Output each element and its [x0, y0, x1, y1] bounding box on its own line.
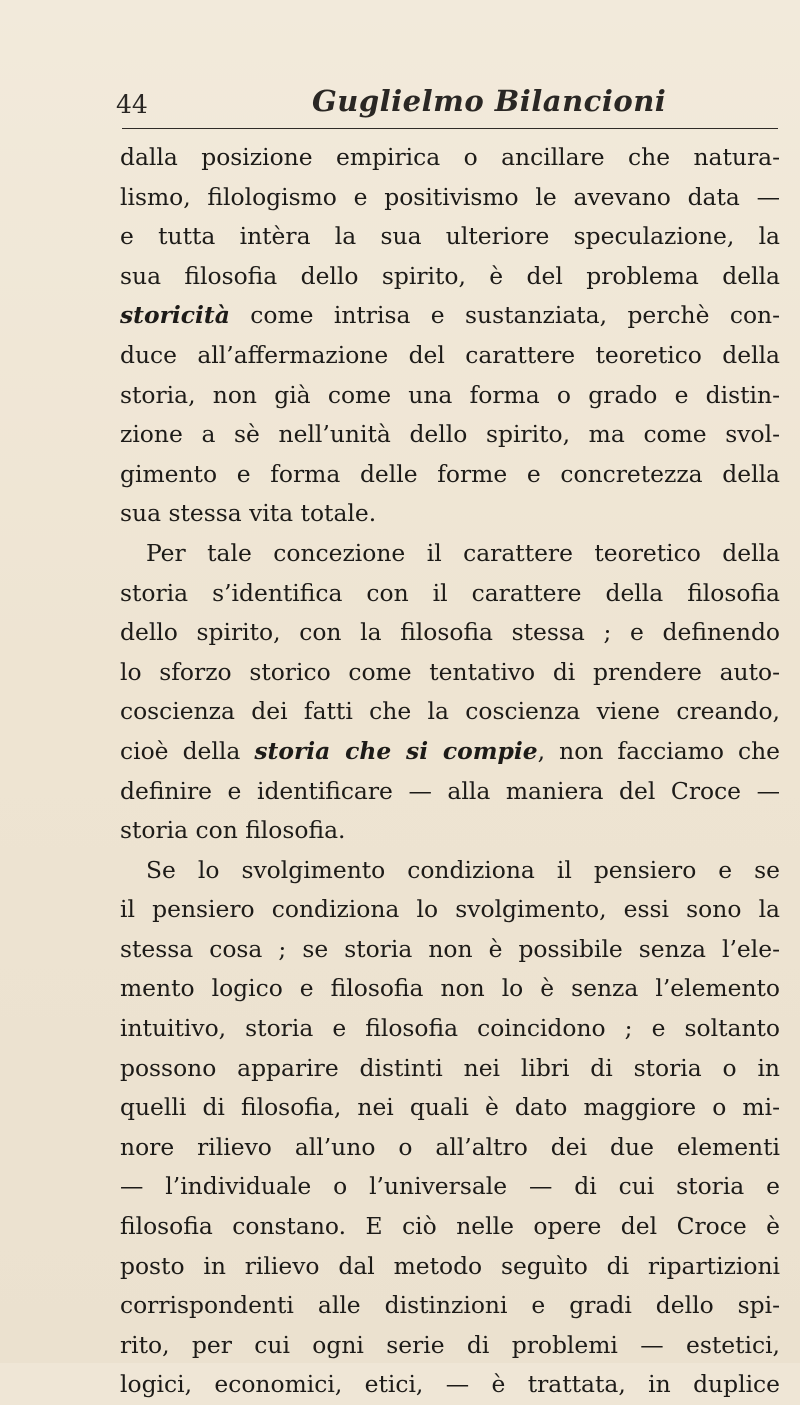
- text-segment: sua stessa vita totale.: [120, 499, 377, 528]
- text-line: [120, 1365, 780, 1405]
- text-segment: logici, economici, etici, — è trattata, in duplice: [120, 1370, 780, 1399]
- text-segment: definire e identificare — alla maniera del Croce —: [120, 776, 780, 805]
- text-line: [120, 178, 780, 218]
- text-line: [120, 415, 780, 455]
- text-segment: Per tale concezione il carattere teoretico della: [146, 538, 780, 567]
- text-segment: duce all’affermazione del carattere teoretico della: [120, 340, 780, 369]
- text-segment: il pensiero condiziona lo svolgimento, essi sono la: [120, 895, 780, 924]
- text-line: [120, 1326, 780, 1366]
- text-line: [120, 257, 780, 297]
- running-head: Guglielmo Bilancioni: [312, 84, 667, 118]
- text-line: [120, 455, 780, 495]
- text-line: [120, 851, 780, 891]
- text-line: [120, 574, 780, 614]
- text-segment: coscienza dei fatti che la coscienza viene creando,: [120, 697, 780, 726]
- text-line: [120, 732, 780, 772]
- text-line: [120, 1207, 780, 1247]
- text-segment: dalla posizione empirica o ancillare che natura-: [120, 143, 780, 171]
- text-line: [120, 1128, 780, 1168]
- text-line: [120, 1167, 780, 1207]
- text-segment: nore rilievo all’uno o all’altro dei due elementi: [120, 1132, 780, 1161]
- text-segment: Se lo svolgimento condiziona il pensiero e se: [146, 855, 780, 884]
- page-number: 44: [116, 90, 148, 119]
- text-segment: posto in rilievo dal metodo seguìto di ripartizioni: [120, 1251, 780, 1280]
- text-segment: corrispondenti alle distinzioni e gradi dello spi-: [120, 1291, 780, 1320]
- text-segment: dello spirito, con la filosofia stessa ; e definendo: [120, 618, 780, 647]
- text-segment: — l’individuale o l’universale — di cui storia e: [120, 1172, 780, 1201]
- text-line: [120, 930, 780, 970]
- text-segment: mento logico e filosofia non lo è senza l’elemento: [120, 974, 780, 1003]
- body-text: [120, 138, 780, 1405]
- text-segment: stessa cosa ; se storia non è possibile senza l’ele-: [120, 934, 780, 963]
- text-segment: lo sforzo storico come tentativo di prendere auto-: [120, 657, 780, 686]
- text-line: [120, 296, 780, 336]
- italic-text: storicità: [120, 301, 230, 330]
- text-line: [120, 336, 780, 376]
- text-line: [120, 1286, 780, 1326]
- text-segment: , non facciamo che: [537, 736, 780, 765]
- text-segment: gimento e forma delle forme e concretezza della: [120, 459, 780, 488]
- text-line: [120, 376, 780, 416]
- page-header: [116, 84, 780, 124]
- italic-text: storia che si compie: [254, 736, 538, 765]
- text-segment: quelli di filosofia, nei quali è dato maggiore o mi-: [120, 1093, 780, 1122]
- text-segment: come intrisa e sustanziata, perchè con-: [229, 301, 780, 330]
- text-segment: rito, per cui ogni serie di problemi — estetici,: [120, 1330, 780, 1359]
- text-line: [120, 138, 780, 178]
- text-segment: storia, non già come una forma o grado e distin-: [120, 380, 780, 409]
- text-segment: lismo, filologismo e positivismo le avevano data —: [120, 182, 780, 211]
- text-line: [120, 890, 780, 930]
- text-segment: sua filosofia dello spirito, è del problema della: [120, 261, 780, 290]
- text-line: [120, 811, 780, 851]
- text-line: [120, 1088, 780, 1128]
- text-line: [120, 772, 780, 812]
- text-segment: cioè della: [120, 736, 255, 765]
- text-line: [120, 494, 780, 534]
- text-line: [120, 613, 780, 653]
- text-line: [120, 692, 780, 732]
- text-line: [120, 653, 780, 693]
- text-line: [120, 1049, 780, 1089]
- text-line: [120, 217, 780, 257]
- header-rule: [122, 128, 778, 129]
- text-line: [120, 534, 780, 574]
- text-segment: possono apparire distinti nei libri di storia o in: [120, 1053, 780, 1082]
- text-segment: intuitivo, storia e filosofia coincidono ; e soltanto: [120, 1014, 780, 1043]
- text-line: [120, 1009, 780, 1049]
- text-segment: filosofia constano. E ciò nelle opere del Croce è: [120, 1212, 780, 1241]
- text-segment: e tutta intèra la sua ulteriore speculazione, la: [120, 222, 780, 251]
- text-line: [120, 1247, 780, 1287]
- text-segment: zione a sè nell’unità dello spirito, ma come svol-: [120, 420, 780, 449]
- text-segment: storia con filosofia.: [120, 816, 346, 845]
- text-line: [120, 969, 780, 1009]
- text-segment: storia s’identifica con il carattere della filosofia: [120, 578, 780, 607]
